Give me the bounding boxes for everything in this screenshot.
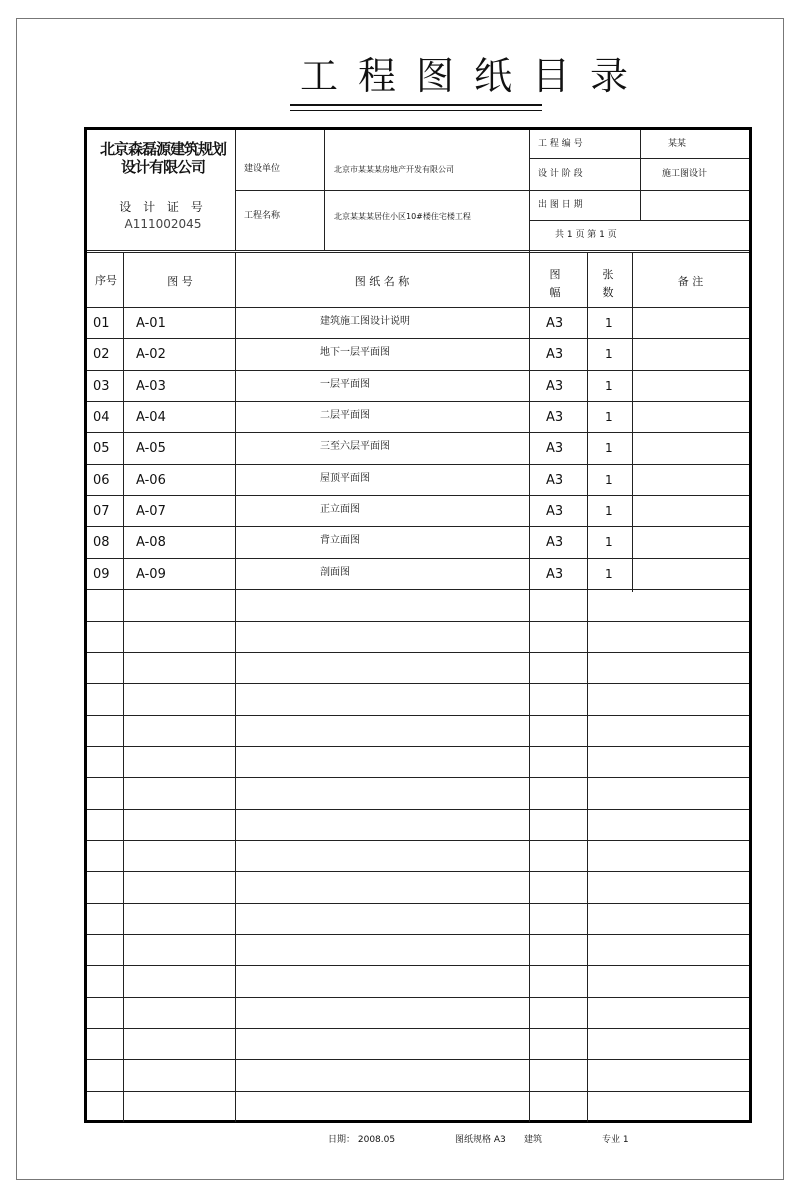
title-underline-thin bbox=[290, 110, 542, 111]
company-name-line2: 设计有限公司 bbox=[120, 158, 205, 176]
row-count: 1 bbox=[605, 473, 613, 487]
project-label: 建设单位 bbox=[244, 164, 281, 174]
row-seq: 02 bbox=[93, 347, 110, 362]
header-drawing-no: 图 号 bbox=[167, 275, 193, 288]
divider bbox=[632, 252, 633, 592]
row-count: 1 bbox=[605, 504, 613, 518]
row-seq: 08 bbox=[93, 535, 110, 550]
row-drawing-name: 屋顶平面图 bbox=[320, 473, 370, 484]
row-size: A3 bbox=[546, 535, 564, 550]
divider bbox=[87, 250, 749, 251]
row-drawing-name: 二层平面图 bbox=[320, 410, 370, 421]
header-count: 张数 bbox=[602, 268, 614, 299]
divider bbox=[87, 252, 749, 253]
row-seq: 05 bbox=[93, 441, 110, 456]
row-count: 1 bbox=[605, 567, 613, 581]
row-divider bbox=[87, 1028, 749, 1029]
header-seq: 序号 bbox=[95, 274, 117, 287]
divider bbox=[640, 130, 641, 220]
row-drawing-name: 建筑施工图设计说明 bbox=[320, 316, 410, 327]
divider bbox=[529, 130, 530, 1122]
row-seq: 04 bbox=[93, 410, 110, 425]
row-divider bbox=[87, 1091, 749, 1092]
row-size: A3 bbox=[546, 473, 564, 488]
row-divider bbox=[87, 621, 749, 622]
company-name bbox=[90, 140, 236, 176]
row-divider bbox=[87, 965, 749, 966]
name-label: 工程名称 bbox=[244, 211, 281, 221]
header-note: 备 注 bbox=[677, 275, 704, 288]
page-count: 共 1 页 第 1 页 bbox=[555, 230, 617, 240]
company-name-line1: 北京森磊源建筑规划 bbox=[99, 140, 226, 158]
divider bbox=[529, 190, 749, 191]
project-no-value: 某某 bbox=[668, 139, 687, 149]
row-divider bbox=[87, 840, 749, 841]
row-divider bbox=[87, 652, 749, 653]
row-drawing-no: A-06 bbox=[136, 473, 166, 488]
row-drawing-name: 地下一层平面图 bbox=[320, 347, 390, 358]
divider bbox=[529, 158, 749, 159]
row-count: 1 bbox=[605, 535, 613, 549]
row-size: A3 bbox=[546, 379, 564, 394]
row-divider bbox=[87, 558, 749, 559]
row-seq: 01 bbox=[93, 316, 110, 331]
row-drawing-no: A-01 bbox=[136, 316, 166, 331]
row-seq: 07 bbox=[93, 504, 110, 519]
row-size: A3 bbox=[546, 504, 564, 519]
row-divider bbox=[87, 370, 749, 371]
row-drawing-no: A-05 bbox=[136, 441, 166, 456]
cert-number: A111002045 bbox=[124, 217, 202, 231]
row-count: 1 bbox=[605, 410, 613, 424]
row-size: A3 bbox=[546, 316, 564, 331]
row-count: 1 bbox=[605, 347, 613, 361]
row-count: 1 bbox=[605, 441, 613, 455]
row-drawing-no: A-09 bbox=[136, 567, 166, 582]
row-drawing-name: 正立面图 bbox=[320, 504, 360, 515]
row-size: A3 bbox=[546, 410, 564, 425]
row-drawing-name: 一层平面图 bbox=[320, 379, 370, 390]
project-no-label: 工 程 编 号 bbox=[538, 139, 583, 149]
page-title: 工程图纸目录 bbox=[300, 54, 649, 98]
row-seq: 09 bbox=[93, 567, 110, 582]
row-divider bbox=[87, 777, 749, 778]
footer-sheet: 专业 1 bbox=[602, 1135, 629, 1145]
divider bbox=[123, 252, 124, 1122]
row-size: A3 bbox=[546, 567, 564, 582]
row-divider bbox=[87, 809, 749, 810]
row-divider bbox=[87, 997, 749, 998]
divider bbox=[235, 252, 236, 1122]
row-divider bbox=[87, 903, 749, 904]
row-drawing-name: 剖面图 bbox=[320, 567, 350, 578]
row-drawing-no: A-08 bbox=[136, 535, 166, 550]
row-drawing-no: A-04 bbox=[136, 410, 166, 425]
row-seq: 03 bbox=[93, 379, 110, 394]
divider bbox=[587, 252, 588, 1122]
row-drawing-no: A-02 bbox=[136, 347, 166, 362]
row-size: A3 bbox=[546, 347, 564, 362]
footer-date: 日期： 2008.05 bbox=[328, 1135, 396, 1145]
row-divider bbox=[87, 495, 749, 496]
title-underline bbox=[290, 104, 542, 106]
row-divider bbox=[87, 934, 749, 935]
header-drawing-name: 图 纸 名 称 bbox=[354, 275, 410, 288]
design-stage-label: 设 计 阶 段 bbox=[538, 169, 583, 179]
row-drawing-name: 背立面图 bbox=[320, 535, 360, 546]
row-count: 1 bbox=[605, 379, 613, 393]
row-size: A3 bbox=[546, 441, 564, 456]
row-seq: 06 bbox=[93, 473, 110, 488]
footer-discipline: 建筑 bbox=[524, 1135, 543, 1145]
row-divider bbox=[87, 715, 749, 716]
row-divider bbox=[87, 683, 749, 684]
row-divider bbox=[87, 401, 749, 402]
issue-date-label: 出 图 日 期 bbox=[538, 200, 583, 210]
design-stage-value: 施工图设计 bbox=[662, 169, 708, 179]
row-divider bbox=[87, 871, 749, 872]
row-drawing-name: 三至六层平面图 bbox=[320, 441, 390, 452]
row-count: 1 bbox=[605, 316, 613, 330]
row-divider bbox=[87, 526, 749, 527]
row-divider bbox=[87, 338, 749, 339]
project-value: 北京市某某某房地产开发有限公司 bbox=[334, 165, 454, 174]
divider bbox=[235, 190, 530, 191]
name-value: 北京某某某居住小区10#楼住宅楼工程 bbox=[334, 212, 471, 221]
row-divider bbox=[87, 589, 749, 590]
header-size: 图幅 bbox=[549, 268, 561, 299]
footer-size: 图纸规格 A3 bbox=[455, 1135, 506, 1145]
row-divider bbox=[87, 464, 749, 465]
row-divider bbox=[87, 1059, 749, 1060]
cert-label: 设 计 证 号 bbox=[119, 200, 207, 214]
row-drawing-no: A-07 bbox=[136, 504, 166, 519]
row-drawing-no: A-03 bbox=[136, 379, 166, 394]
row-divider bbox=[87, 746, 749, 747]
divider bbox=[529, 220, 749, 221]
row-divider bbox=[87, 432, 749, 433]
divider bbox=[87, 307, 749, 308]
